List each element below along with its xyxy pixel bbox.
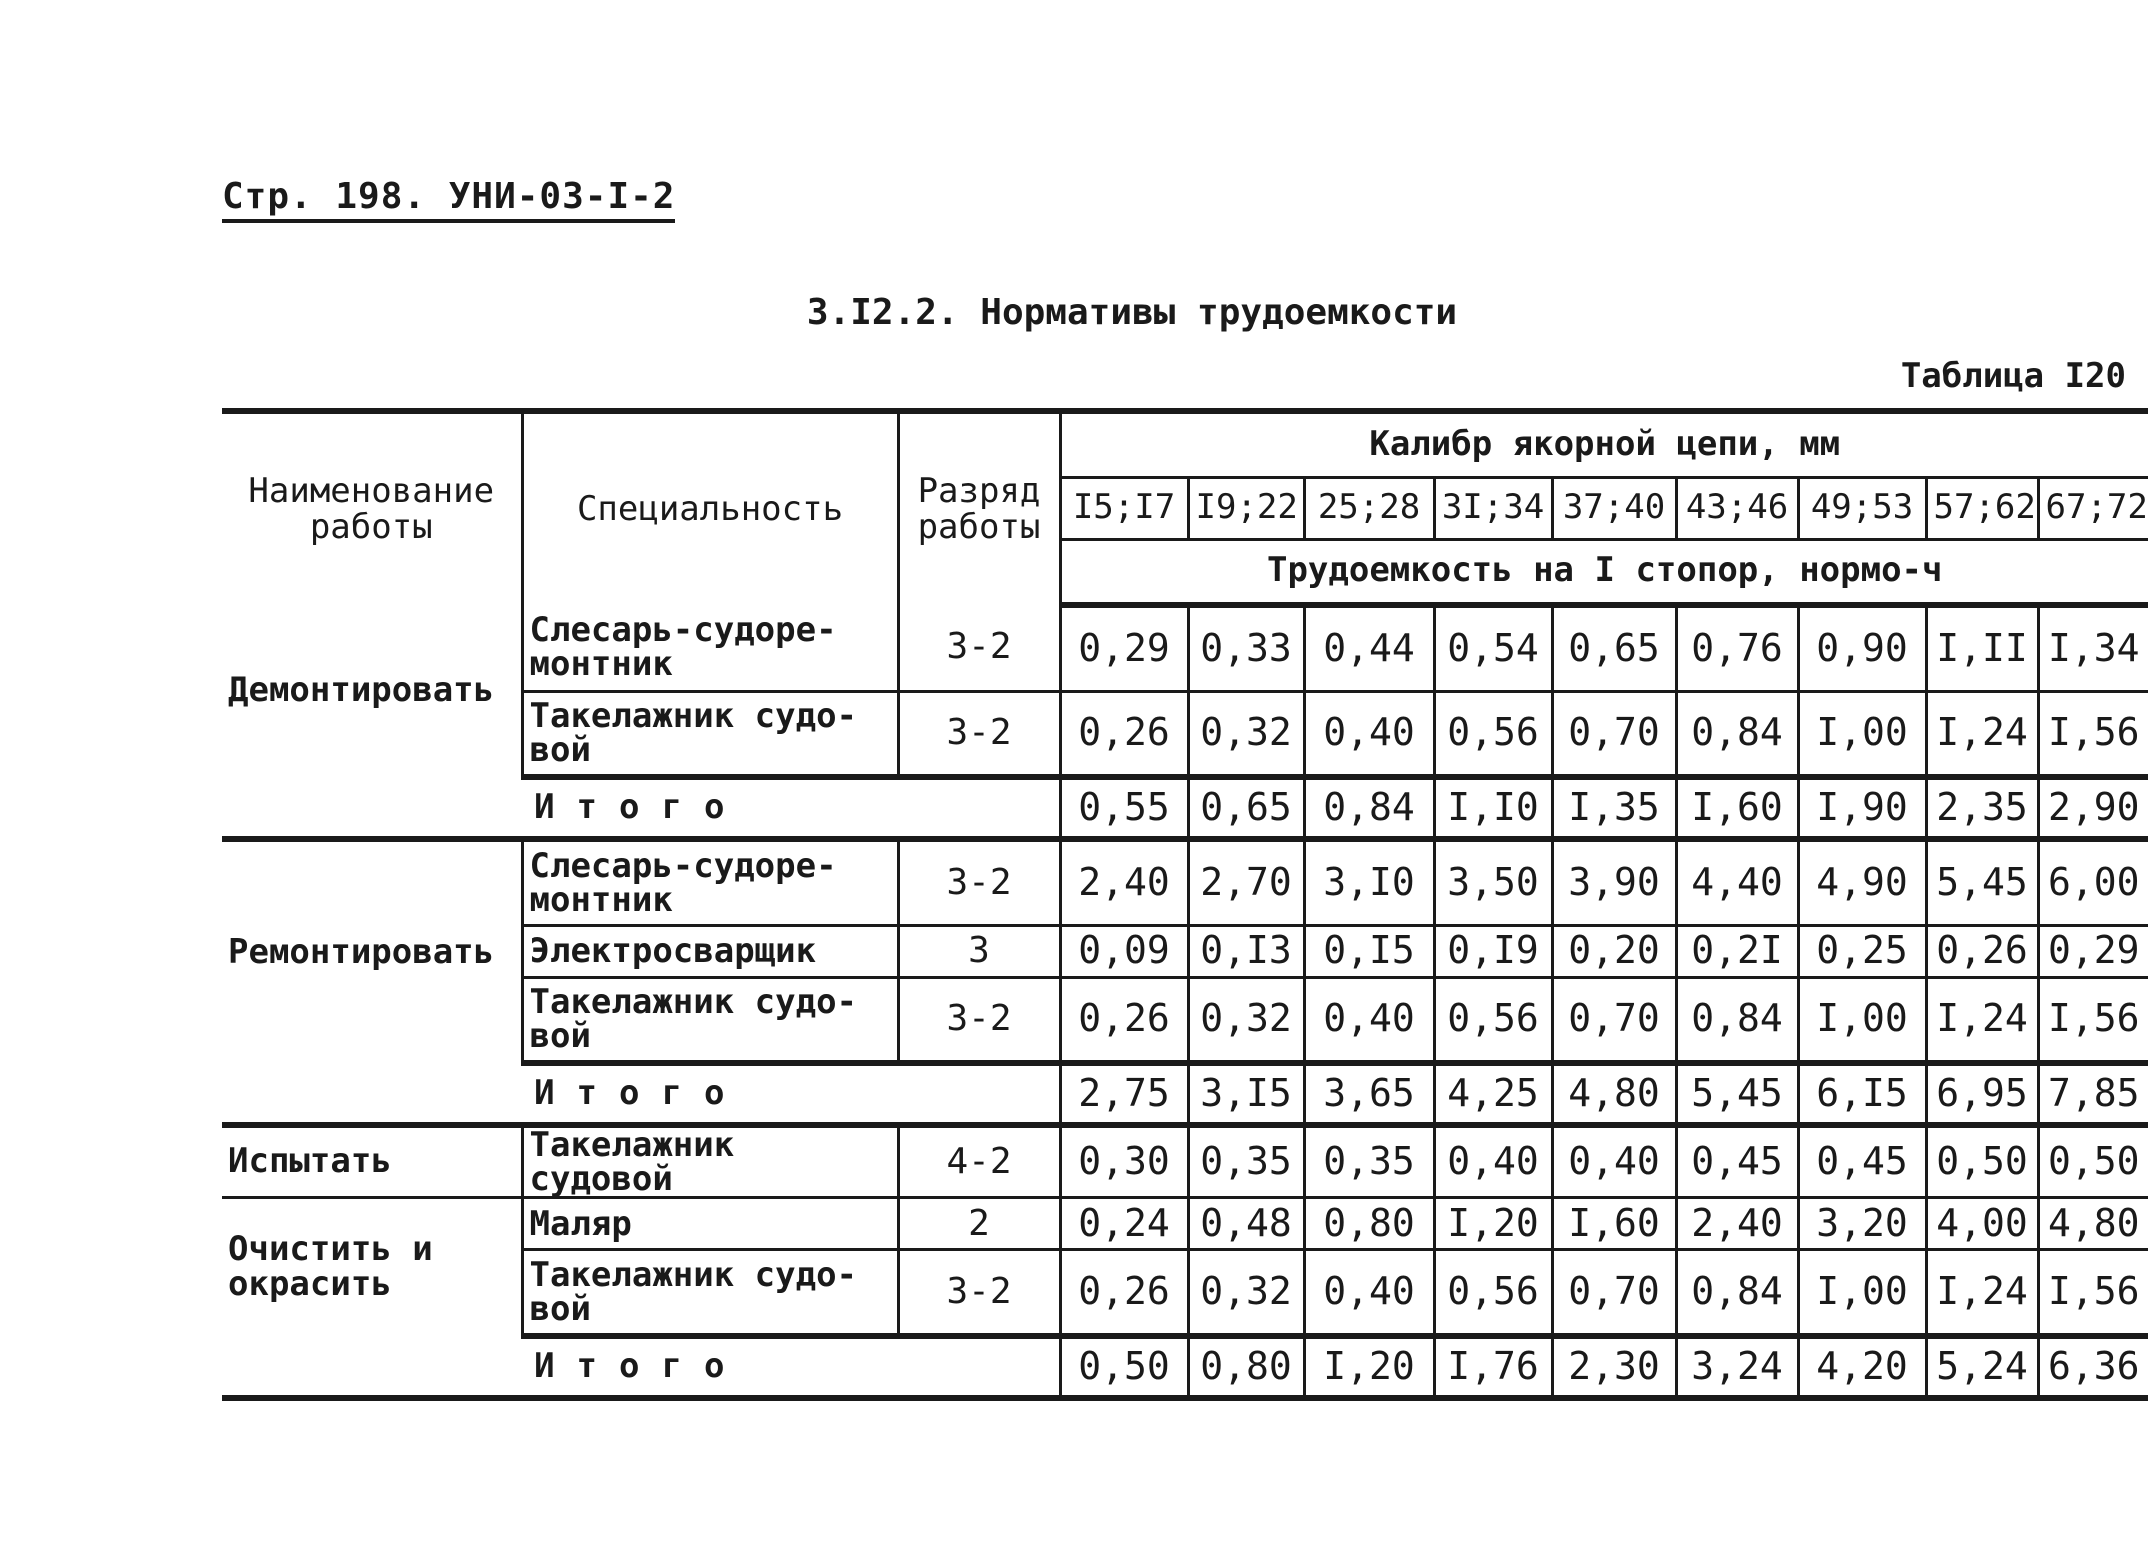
value-cell: 0,45 [1798,1125,1926,1198]
total-value-cell: 5,45 [1676,1063,1798,1125]
value-cell: 0,76 [1676,605,1798,691]
header-row [222,411,2148,477]
value-cell: I,56 [2038,977,2148,1063]
value-cell: 0,50 [2038,1125,2148,1198]
value-cell: 4,40 [1676,839,1798,925]
value-cell: 6,00 [2038,839,2148,925]
specialty-cell: Маляр [522,1198,898,1250]
value-cell: 3,I0 [1304,839,1434,925]
caliber-column-header: 43;46 [1676,477,1798,539]
caliber-column-header: 37;40 [1552,477,1676,539]
value-cell: 3,50 [1434,839,1552,925]
total-label: Итого [222,777,1060,839]
total-value-cell: 0,80 [1188,1336,1304,1398]
value-cell: 2,70 [1188,839,1304,925]
value-cell: 0,45 [1676,1125,1798,1198]
value-cell: 0,I9 [1434,925,1552,977]
value-cell: 0,40 [1434,1125,1552,1198]
header-labor: Трудоемкость на I стопор, нормо-ч [1060,539,2148,605]
value-cell: 3,90 [1552,839,1676,925]
value-cell: 0,30 [1060,1125,1188,1198]
value-cell: 0,84 [1676,1250,1798,1336]
value-cell: I,56 [2038,691,2148,777]
value-cell: 0,54 [1434,605,1552,691]
value-cell: 0,09 [1060,925,1188,977]
value-cell: I,00 [1798,977,1926,1063]
caliber-column-header: 25;28 [1304,477,1434,539]
value-cell: 0,50 [1926,1125,2038,1198]
specialty-cell: Такелажник судо-вой [522,1250,898,1336]
value-cell: I,00 [1798,1250,1926,1336]
value-cell: 4,90 [1798,839,1926,925]
value-cell: 0,33 [1188,605,1304,691]
value-cell: 0,32 [1188,1250,1304,1336]
specialty-cell: Электросварщик [522,925,898,977]
value-cell: I,24 [1926,977,2038,1063]
table-body [222,411,2148,1398]
value-cell: 0,I5 [1304,925,1434,977]
value-cell: 4,80 [2038,1198,2148,1250]
value-cell: 0,20 [1552,925,1676,977]
grade-cell: 3-2 [898,605,1060,691]
total-value-cell: 3,24 [1676,1336,1798,1398]
caliber-column-header: 49;53 [1798,477,1926,539]
value-cell: 0,70 [1552,1250,1676,1336]
grade-cell: 3-2 [898,1250,1060,1336]
value-cell: 0,35 [1304,1125,1434,1198]
total-value-cell: I,35 [1552,777,1676,839]
total-value-cell: 4,80 [1552,1063,1676,1125]
work-name: Демонтировать [222,605,522,777]
value-cell: 0,90 [1798,605,1926,691]
value-cell: 0,29 [1060,605,1188,691]
value-cell: 3,20 [1798,1198,1926,1250]
total-value-cell: 3,I5 [1188,1063,1304,1125]
value-cell: 0,56 [1434,1250,1552,1336]
header-caliber: Калибр якорной цепи, мм [1060,411,2148,477]
table-row [222,1198,2148,1250]
value-cell: 0,70 [1552,977,1676,1063]
caliber-column-header: I5;I7 [1060,477,1188,539]
total-value-cell: 6,I5 [1798,1063,1926,1125]
grade-cell: 4-2 [898,1125,1060,1198]
value-cell: 0,40 [1304,977,1434,1063]
value-cell: 0,32 [1188,977,1304,1063]
specialty-cell: Такелажник судовой [522,1125,898,1198]
value-cell: 0,26 [1060,691,1188,777]
caliber-column-header: 3I;34 [1434,477,1552,539]
total-value-cell: 0,55 [1060,777,1188,839]
total-value-cell: 4,25 [1434,1063,1552,1125]
value-cell: 0,26 [1060,977,1188,1063]
total-value-cell: 5,24 [1926,1336,2038,1398]
grade-cell: 3-2 [898,691,1060,777]
value-cell: 0,48 [1188,1198,1304,1250]
total-value-cell: 2,30 [1552,1336,1676,1398]
value-cell: 2,40 [1060,839,1188,925]
value-cell: 0,35 [1188,1125,1304,1198]
value-cell: 0,40 [1304,1250,1434,1336]
table-row [222,839,2148,925]
total-value-cell: 0,65 [1188,777,1304,839]
value-cell: 0,70 [1552,691,1676,777]
specialty-cell: Слесарь-судоре-монтник [522,605,898,691]
value-cell: I,34 [2038,605,2148,691]
total-value-cell: 6,36 [2038,1336,2148,1398]
grade-cell: 3-2 [898,839,1060,925]
header-specialty: Специальность [522,411,898,605]
work-name: Ремонтировать [222,839,522,1063]
caliber-column-header: 57;62 [1926,477,2038,539]
value-cell: I,20 [1434,1198,1552,1250]
value-cell: 0,26 [1060,1250,1188,1336]
grade-cell: 2 [898,1198,1060,1250]
value-cell: 0,40 [1552,1125,1676,1198]
value-cell: 0,29 [2038,925,2148,977]
total-row [222,777,2148,839]
grade-cell: 3 [898,925,1060,977]
value-cell: 0,25 [1798,925,1926,977]
value-cell: 2,40 [1676,1198,1798,1250]
total-value-cell: 6,95 [1926,1063,2038,1125]
table-row [222,605,2148,691]
specialty-cell: Слесарь-судоре-монтник [522,839,898,925]
total-label: Итого [222,1063,1060,1125]
work-name: Очистить и окрасить [222,1198,522,1336]
total-value-cell: I,76 [1434,1336,1552,1398]
value-cell: 0,40 [1304,691,1434,777]
total-label: Итого [222,1336,1060,1398]
table-row [222,1125,2148,1198]
value-cell: 0,84 [1676,691,1798,777]
caliber-column-header: 67;72 [2038,477,2148,539]
value-cell: 0,44 [1304,605,1434,691]
value-cell: 4,00 [1926,1198,2038,1250]
value-cell: 5,45 [1926,839,2038,925]
total-value-cell: 2,35 [1926,777,2038,839]
header-grade: Разряд работы [898,411,1060,605]
total-value-cell: 7,85 [2038,1063,2148,1125]
table-caption: Таблица I20 [1900,356,2126,396]
work-name: Испытать [222,1125,522,1198]
total-value-cell: I,20 [1304,1336,1434,1398]
value-cell: I,24 [1926,1250,2038,1336]
value-cell: 0,32 [1188,691,1304,777]
total-value-cell: 2,90 [2038,777,2148,839]
value-cell: 0,24 [1060,1198,1188,1250]
total-value-cell: 0,50 [1060,1336,1188,1398]
value-cell: I,56 [2038,1250,2148,1336]
grade-cell: 3-2 [898,977,1060,1063]
value-cell: 0,2I [1676,925,1798,977]
value-cell: 0,84 [1676,977,1798,1063]
value-cell: I,II [1926,605,2038,691]
total-value-cell: I,I0 [1434,777,1552,839]
value-cell: 0,26 [1926,925,2038,977]
caliber-column-header: I9;22 [1188,477,1304,539]
value-cell: 0,65 [1552,605,1676,691]
value-cell: 0,80 [1304,1198,1434,1250]
value-cell: 0,56 [1434,691,1552,777]
total-value-cell: I,60 [1676,777,1798,839]
value-cell: I,60 [1552,1198,1676,1250]
total-row [222,1063,2148,1125]
specialty-cell: Такелажник судо-вой [522,691,898,777]
value-cell: I,24 [1926,691,2038,777]
total-value-cell: 4,20 [1798,1336,1926,1398]
norms-table [222,408,2148,1401]
header-work: Наименование работы [222,411,522,605]
page-header: Стр. 198. УНИ-03-I-2 [222,176,675,223]
total-value-cell: 3,65 [1304,1063,1434,1125]
value-cell: 0,I3 [1188,925,1304,977]
total-value-cell: 2,75 [1060,1063,1188,1125]
total-value-cell: I,90 [1798,777,1926,839]
value-cell: I,00 [1798,691,1926,777]
section-title: 3.I2.2. Нормативы трудоемкости [806,292,1458,333]
specialty-cell: Такелажник судо-вой [522,977,898,1063]
total-row [222,1336,2148,1398]
value-cell: 0,56 [1434,977,1552,1063]
total-value-cell: 0,84 [1304,777,1434,839]
